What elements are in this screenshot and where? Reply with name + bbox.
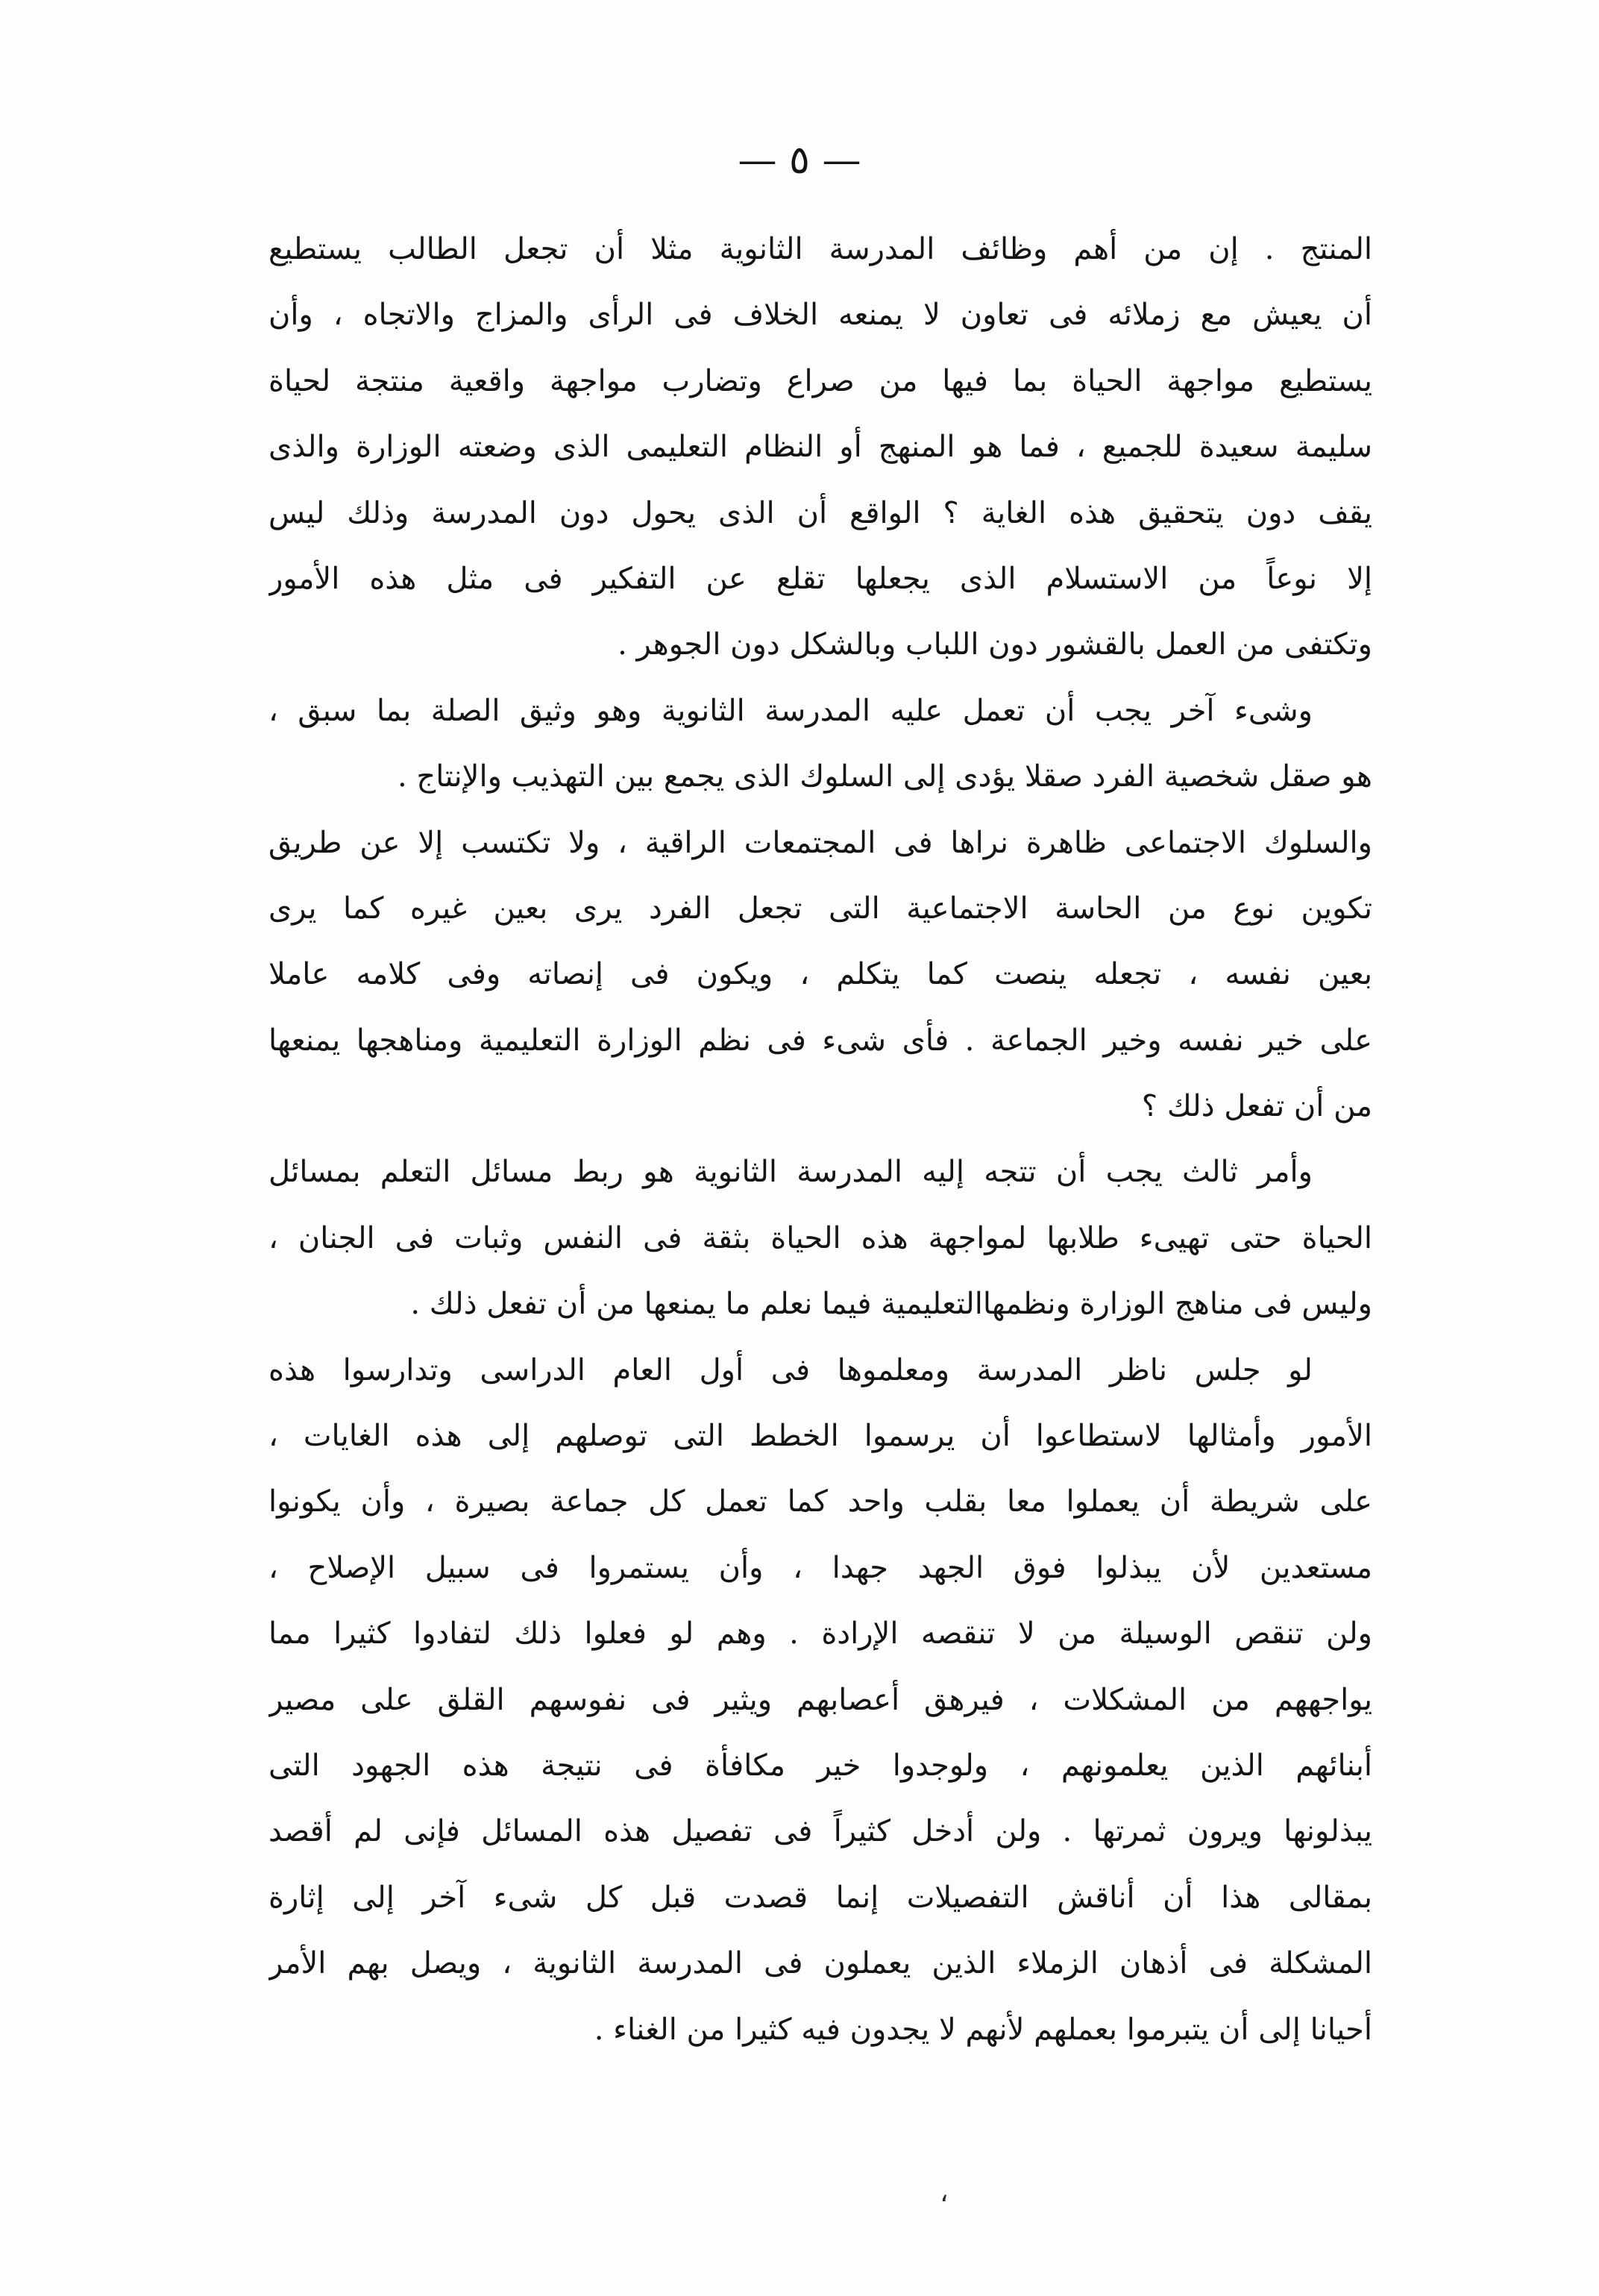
text-line: يواجههم من المشكلات ، فيرهق أعصابهم ويثير فى نفوسهم القلق على مصير [268,1682,1372,1717]
text-line: أحيانا إلى أن يتبرموا بعملهم لأنهم لا يجدون فيه كثيرا من الغناء . [594,2012,1372,2047]
text-line: لو جلس ناظر المدرسة ومعلموها فى أول العام الدراسى وتدارسوا هذه [268,1352,1313,1387]
text-line: يقف دون يتحقيق هذه الغاية ؟ الواقع أن الذى يحول دون المدرسة وذلك ليس [268,495,1372,530]
text-line: بمقالى هذا أن أناقش التفصيلات إنما قصدت قبل كل شىء آخر إلى إثارة [268,1880,1372,1915]
text-line: وتكتفى من العمل بالقشور دون اللباب وبالشكل دون الجوهر . [618,627,1372,662]
text-line: يبذلونها ويرون ثمرتها . ولن أدخل كثيراً فى تفصيل هذه المسائل فإنى لم أقصد [268,1814,1372,1849]
text-line: إلا نوعاً من الاستسلام الذى يجعلها تقلع عن التفكير فى مثل هذه الأمور [268,561,1372,596]
text-line: أبنائهم الذين يعلمونهم ، ولوجدوا خير مكافأة فى نتيجة هذه الجهود التى [268,1748,1372,1783]
text-line: الحياة حتى تهيىء طلابها لمواجهة هذه الحياة بثقة فى النفس وثبات فى الجنان ، [268,1220,1372,1255]
text-line: المشكلة فى أذهان الزملاء الذين يعملون فى المدرسة الثانوية ، ويصل بهم الأمر [268,1946,1372,1981]
text-line: والسلوك الاجتماعى ظاهرة نراها فى المجتمعات الراقية ، ولا تكتسب إلا عن طريق [268,825,1372,860]
page-number: — ٥ — [738,138,861,183]
text-line: سليمة سعيدة للجميع ، فما هو المنهج أو النظام التعليمى الذى وضعته الوزارة والذى [268,430,1372,465]
text-line: وليس فى مناهج الوزارة ونظمهاالتعليمية فيما نعلم ما يمنعها من أن تفعل ذلك . [410,1287,1372,1322]
text-line: من أن تفعل ذلك ؟ [1141,1089,1372,1124]
text-line: بعين نفسه ، تجعله ينصت كما يتكلم ، ويكون فى إنصاته وفى كلامه عاملا [268,957,1372,992]
text-line: تكوين نوع من الحاسة الاجتماعية التى تجعل الفرد يرى بعين غيره كما يرى [268,891,1372,926]
text-line: مستعدين لأن يبذلوا فوق الجهد جهدا ، وأن يستمروا فى سبيل الإصلاح ، [268,1550,1372,1585]
ink-speck: ، [940,2177,949,2208]
text-line: على شريطة أن يعملوا معا بقلب واحد كما تعمل كل جماعة بصيرة ، وأن يكونوا [268,1484,1372,1519]
text-line: يستطيع مواجهة الحياة بما فيها من صراع وتضارب مواجهة واقعية منتجة لحياة [268,363,1372,398]
text-line: ولن تنقص الوسيلة من لا تنقصه الإرادة . وهم لو فعلوا ذلك لتفادوا كثيرا مما [268,1616,1372,1652]
text-line: هو صقل شخصية الفرد صقلا يؤدى إلى السلوك الذى يجمع بين التهذيب والإنتاج . [398,759,1372,794]
text-line: أن يعيش مع زملائه فى تعاون لا يمنعه الخلاف فى الرأى والمزاج والاتجاه ، وأن [268,298,1372,333]
text-line: الأمور وأمثالها لاستطاعوا أن يرسموا الخطط التى توصلهم إلى هذه الغايات ، [268,1419,1372,1454]
text-line: المنتج . إن من أهم وظائف المدرسة الثانوية مثلا أن تجعل الطالب يستطيع [268,232,1372,266]
text-line: وأمر ثالث يجب أن تتجه إليه المدرسة الثانوية هو ربط مسائل التعلم بمسائل [268,1155,1313,1190]
body-text [268,216,1372,2063]
text-line: وشىء آخر يجب أن تعمل عليه المدرسة الثانوية وهو وثيق الصلة بما سبق ، [268,693,1313,728]
text-line: على خير نفسه وخير الجماعة . فأى شىء فى نظم الوزارة التعليمية ومناهجها يمنعها [268,1023,1372,1058]
